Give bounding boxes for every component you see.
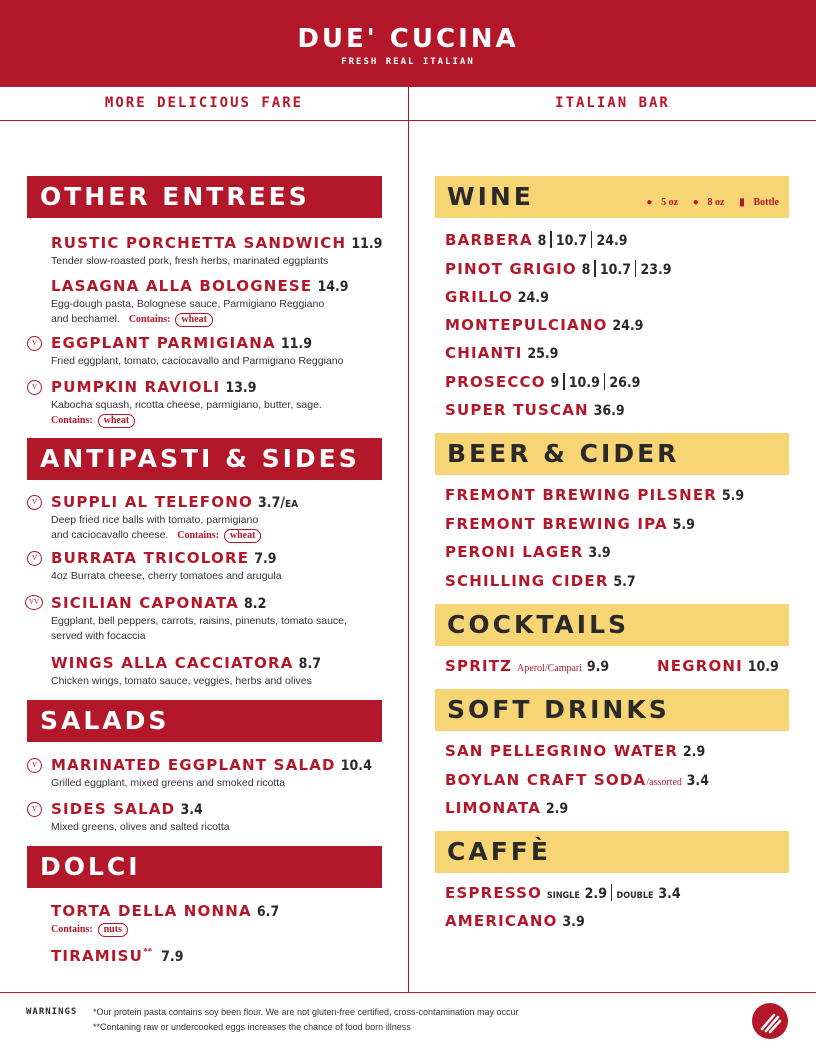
size-8oz-label: 8 oz <box>707 197 725 208</box>
item-name: FREMONT BREWING PILSNER <box>445 486 718 504</box>
allergen-badge: nuts <box>98 923 128 937</box>
item-name: BURRATA TRICOLORE <box>51 549 250 567</box>
divider <box>604 373 606 390</box>
item-name: ESPRESSO <box>445 884 543 902</box>
item-price: 11.9 <box>351 236 383 252</box>
price-8oz: 10.7 <box>599 262 631 278</box>
item-description: Fried eggplant, tomato, caciocavallo and Parmigiano Reggiano <box>51 355 344 367</box>
option-separator: / <box>544 663 548 674</box>
item-description: 4oz Burrata cheese, cherry tomatoes and arugula <box>51 570 282 582</box>
brand-badge-icon <box>752 1003 788 1039</box>
item-name: SUPPLI AL TELEFONO <box>51 493 253 511</box>
item-name: SAN PELLEGRINO WATER <box>445 742 679 760</box>
item-name: PUMPKIN RAVIOLI <box>51 378 221 396</box>
item-name: LASAGNA ALLA BOLOGNESE <box>51 277 313 295</box>
size-bottle-label: Bottle <box>753 197 779 208</box>
contains-label: Contains: <box>51 924 93 935</box>
menu-item-pumpkin-ravioli <box>51 377 322 428</box>
beer-item <box>445 486 744 504</box>
item-description-cont <box>51 312 349 327</box>
menu-item-eggplant-salad <box>51 755 372 791</box>
item-name: WINGS ALLA CACCIATORA <box>51 654 294 672</box>
item-price: 24.9 <box>612 318 644 334</box>
wine-prosecco <box>445 373 640 391</box>
item-description: Tender slow-roasted pork, fresh herbs, marinated eggplants <box>51 255 329 267</box>
price-double: 3.4 <box>658 886 681 902</box>
divider <box>594 260 596 277</box>
item-description: Mixed greens, olives and salted ricotta <box>51 821 230 833</box>
item-price: 3.4 <box>686 773 709 789</box>
header-bar <box>0 0 816 87</box>
spritz-option: Aperol <box>517 663 545 674</box>
wine-montepulciano <box>445 316 643 334</box>
brand-logo-text: DUE' CUCINA <box>297 24 519 54</box>
divider <box>591 231 593 248</box>
size-label: SINGLE <box>546 891 580 901</box>
desc-text: and caciocavallo cheese. <box>51 529 169 541</box>
item-price: 3.7/ <box>258 495 285 511</box>
wine-chianti <box>445 344 558 362</box>
item-price: 2.9 <box>545 801 569 817</box>
desc-text: and bechamel. <box>51 313 120 325</box>
item-sub: /assorted <box>646 777 682 788</box>
wine-barbera <box>445 231 628 249</box>
item-description-cont <box>51 528 298 543</box>
item-price: 3.9 <box>562 914 585 930</box>
item-description: Grilled eggplant, mixed greens and smoked ricotta <box>51 777 286 789</box>
section-dolci: DOLCI <box>27 846 382 888</box>
contains-label: Contains: <box>177 530 219 541</box>
item-name: CHIANTI <box>445 344 523 362</box>
allergen-row <box>51 413 322 428</box>
item-name: RUSTIC PORCHETTA SANDWICH <box>51 234 347 252</box>
allergen-badge: wheat <box>98 414 136 428</box>
divider <box>611 884 613 901</box>
item-name: MARINATED EGGPLANT SALAD <box>51 756 336 774</box>
size-label: DOUBLE <box>616 891 654 901</box>
item-price: 10.4 <box>340 758 372 774</box>
allergen-badge: wheat <box>175 313 213 327</box>
item-name: GRILLO <box>445 288 513 306</box>
menu-item-tiramisu <box>51 946 183 965</box>
item-price: 7.9 <box>161 949 184 965</box>
vegan-icon: VV <box>25 595 43 610</box>
footnote-mark: ** <box>143 946 153 957</box>
price-8oz: 10.9 <box>568 375 600 391</box>
section-soft-drinks: SOFT DRINKS <box>435 689 789 731</box>
section-salads: SALADS <box>27 700 382 742</box>
vegetarian-icon: V <box>27 495 42 510</box>
item-name: SIDES SALAD <box>51 800 176 818</box>
contains-label: Contains: <box>51 415 93 426</box>
item-price: 8.2 <box>244 596 267 612</box>
price-unit: EA <box>284 499 299 510</box>
price-5oz: 8 <box>537 233 547 249</box>
section-antipasti: ANTIPASTI & SIDES <box>27 438 382 480</box>
item-price: 25.9 <box>527 346 559 362</box>
price-8oz: 10.7 <box>555 233 587 249</box>
item-price: 9.9 <box>586 659 610 675</box>
section-other-entrees: OTHER ENTREES <box>27 176 382 218</box>
item-name: SPRITZ <box>445 657 513 675</box>
column-divider <box>408 87 409 992</box>
section-cocktails: COCKTAILS <box>435 604 789 646</box>
item-price: 8.7 <box>298 656 321 672</box>
section-title: WINE <box>447 182 534 211</box>
footnote-eggs: **Contaning raw or undercooked eggs increases the chance of food born illness <box>93 1022 411 1032</box>
section-wine <box>435 176 789 218</box>
vegetarian-icon: V <box>27 551 42 566</box>
item-name: SCHILLING CIDER <box>445 572 609 590</box>
item-name: TIRAMISU <box>51 947 144 965</box>
item-price: 3.9 <box>588 545 611 561</box>
wine-pinot-grigio <box>445 260 672 278</box>
caffe-americano <box>445 912 585 930</box>
price-single: 2.9 <box>584 886 607 902</box>
wine-grillo <box>445 288 549 306</box>
caffe-espresso <box>445 884 681 902</box>
item-price: 13.9 <box>225 380 257 396</box>
soft-drink-item <box>445 771 709 789</box>
item-price: 36.9 <box>593 403 625 419</box>
item-name: EGGPLANT PARMIGIANA <box>51 334 276 352</box>
price-5oz: 9 <box>550 375 560 391</box>
item-description: Deep fried rice balls with tomato, parmigiano <box>51 514 259 526</box>
item-name: FREMONT BREWING IPA <box>445 515 668 533</box>
soft-drink-item <box>445 799 568 817</box>
wine-glass-icon: ● <box>692 197 699 208</box>
divider <box>563 373 565 390</box>
allergen-row <box>51 922 279 937</box>
item-name: PINOT GRIGIO <box>445 260 577 278</box>
item-price: 10.9 <box>747 659 779 675</box>
pour-size-legend <box>646 176 779 224</box>
footnote-soy: *Our protein pasta contains soy been flour. We are not gluten-free certified, cross-contamination may occur <box>93 1007 519 1017</box>
item-price: 24.9 <box>517 290 549 306</box>
price-bottle: 23.9 <box>640 262 672 278</box>
vegetarian-icon: V <box>27 336 42 351</box>
menu-item-sides-salad <box>51 799 230 835</box>
section-caffe: CAFFÈ <box>435 831 789 873</box>
item-price: 5.9 <box>672 517 695 533</box>
allergen-badge: wheat <box>224 529 262 543</box>
vegetarian-icon: V <box>27 380 42 395</box>
item-price: 7.9 <box>254 551 277 567</box>
item-name: SUPER TUSCAN <box>445 401 589 419</box>
menu-item-torta <box>51 901 279 937</box>
item-price: 6.7 <box>256 904 280 920</box>
left-column-heading: MORE DELICIOUS FARE <box>104 95 304 111</box>
item-name: BARBERA <box>445 231 533 249</box>
vegetarian-icon: V <box>27 802 42 817</box>
size-5oz-label: 5 oz <box>661 197 679 208</box>
item-price: 2.9 <box>682 744 706 760</box>
warnings-label: WARNINGS <box>26 1007 78 1017</box>
item-name: NEGRONI <box>657 657 743 675</box>
item-price: 5.7 <box>613 574 636 590</box>
menu-item-wings <box>51 653 321 689</box>
menu-item-burrata <box>51 548 282 584</box>
item-name: PROSECCO <box>445 373 546 391</box>
tagline: FRESH REAL ITALIAN <box>341 57 475 67</box>
item-price: 14.9 <box>317 279 349 295</box>
item-price: 3.4 <box>180 802 203 818</box>
spritz-option: Campari <box>547 663 583 674</box>
vegetarian-icon: V <box>27 758 42 773</box>
menu-item-suppli <box>51 492 298 543</box>
right-column-heading: ITALIAN BAR <box>555 95 670 111</box>
item-price: 5.9 <box>721 488 745 504</box>
contains-label: Contains: <box>128 314 171 325</box>
item-name: SICILIAN CAPONATA <box>51 594 239 612</box>
footer-divider <box>0 992 816 993</box>
price-5oz: 8 <box>581 262 591 278</box>
wine-bottle-icon: ▮ <box>739 197 745 208</box>
cocktail-negroni <box>657 657 779 675</box>
item-description-cont: served with focaccia <box>51 630 146 642</box>
divider <box>635 260 637 277</box>
item-name: AMERICANO <box>445 912 558 930</box>
price-bottle: 24.9 <box>596 233 628 249</box>
item-description: Chicken wings, tomato sauce, veggies, herbs and olives <box>51 675 312 687</box>
item-name: LIMONATA <box>445 799 542 817</box>
wine-super-tuscan <box>445 401 625 419</box>
cocktail-spritz <box>445 657 609 675</box>
beer-item <box>445 543 611 561</box>
item-description: Eggplant, bell peppers, carrots, raisins, pinenuts, tomato sauce, <box>51 615 347 627</box>
beer-item <box>445 515 695 533</box>
wine-glass-icon: ● <box>646 197 653 208</box>
menu-item-porchetta <box>51 233 382 269</box>
item-name: BOYLAN CRAFT SODA <box>445 771 647 789</box>
item-description: Egg-dough pasta, Bolognese sauce, Parmigiano Reggiano <box>51 298 325 310</box>
item-name: MONTEPULCIANO <box>445 316 608 334</box>
beer-item <box>445 572 636 590</box>
item-price: 11.9 <box>280 336 312 352</box>
menu-item-lasagna <box>51 276 349 327</box>
menu-item-caponata <box>51 593 347 644</box>
menu-item-eggplant-parm <box>51 333 343 369</box>
soft-drink-item <box>445 742 705 760</box>
fork-hand-icon <box>752 1003 788 1039</box>
section-beer-cider: BEER & CIDER <box>435 433 789 475</box>
item-description: Kabocha squash, ricotta cheese, parmigiano, butter, sage. <box>51 399 322 411</box>
divider <box>550 231 552 248</box>
price-bottle: 26.9 <box>609 375 641 391</box>
item-name: TORTA DELLA NONNA <box>51 902 252 920</box>
item-name: PERONI LAGER <box>445 543 584 561</box>
